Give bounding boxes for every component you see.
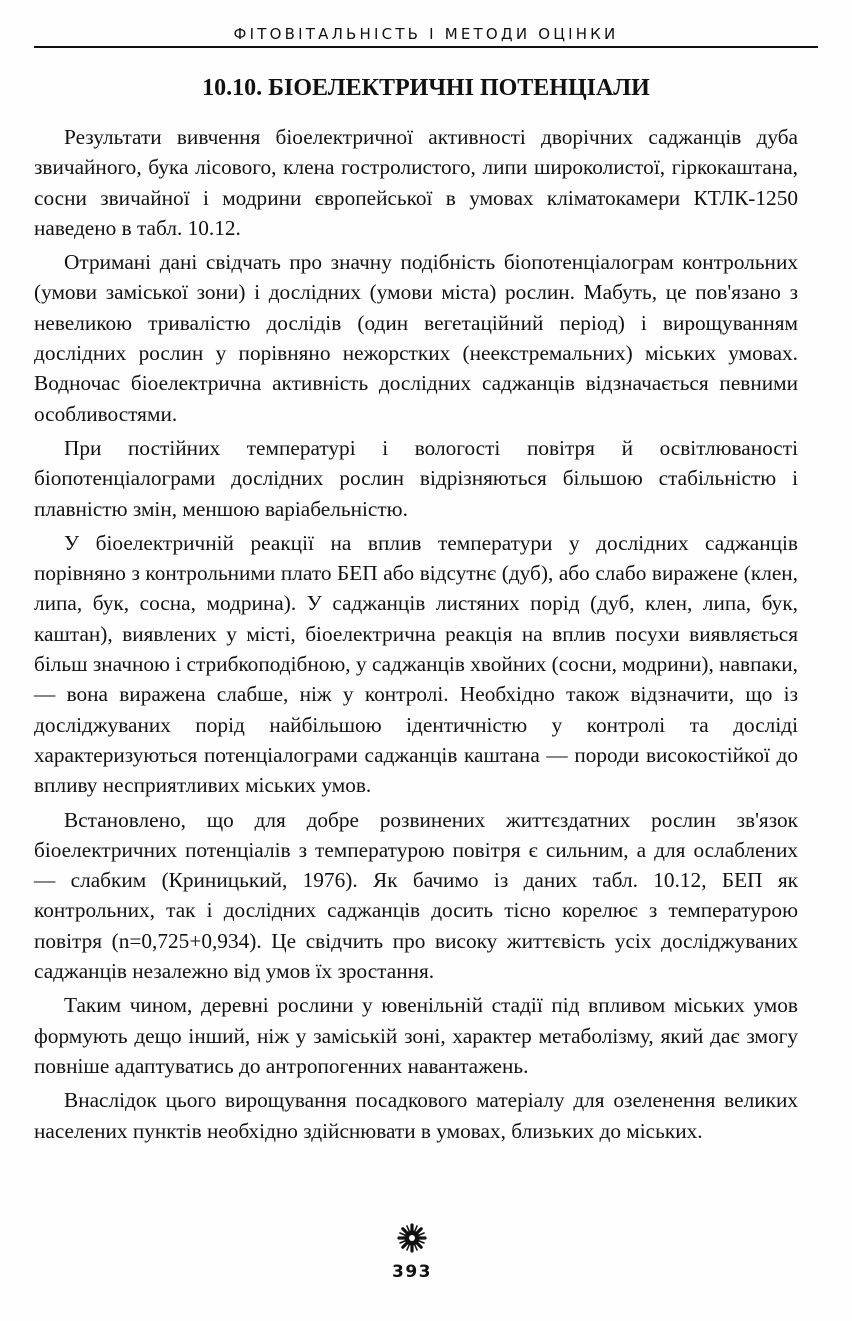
body-text — [34, 122, 798, 1150]
header-rule — [34, 46, 818, 48]
paragraph-6: Таким чином, деревні рослини у ювенільній стадії під впливом міських умов формують дещо інший, ніж у заміській зоні, характер метаболізму, який дає змогу повніше адаптуватись до антропогенних навантажень. — [34, 993, 798, 1078]
floral-ornament-icon — [396, 1222, 428, 1254]
paragraph-2: Отримані дані свідчать про значну подібність біопотенціалограм контрольних (умови заміської зони) і дослідних (умови міста) рослин. Мабуть, це пов'язано з невеликою тривалістю дослідів (один вегетаційний період) і вирощуванням дослідних рослин у порівняно нежорстких (неекстремальних) міських умовах. Водночас біоелектрична активність дослідних саджанців відзначається певними особливостями. — [34, 250, 798, 426]
running-header: ФІТОВІТАЛЬНІСТЬ І МЕТОДИ ОЦІНКИ — [233, 25, 619, 43]
section-title: 10.10. БІОЕЛЕКТРИЧНІ ПОТЕНЦІАЛИ — [202, 75, 650, 101]
paragraph-1: Результати вивчення біоелектричної активності дворічних саджанців дуба звичайного, бука лісового, клена гостролистого, липи широколистої, гіркокаштана, сосни звичайної і модрини європейської в умовах кліматокамери КТЛК-1250 наведено в табл. 10.12. — [34, 125, 798, 240]
paragraph-3: При постійних температурі і вологості повітря й освітлюваності біопотенціалограми дослідних рослин відрізняються більшою стабільністю і плавністю змін, меншою варіабельністю. — [34, 435, 798, 521]
page-number: 393 — [392, 1262, 432, 1282]
paragraph-7: Внаслідок цього вирощування посадкового матеріалу для озеленення великих населених пунктів необхідно здійснювати в умовах, близьких до міських. — [34, 1088, 798, 1143]
paragraph-5: Встановлено, що для добре розвинених життєздатних рослин зв'язок біоелектричних потенціалів з температурою повітря є сильним, а для ослаблених — слабким (Криницький, 1976). Як бачимо із даних табл. 10.12, БЕП як контрольних, так і дослідних саджанців досить тісно корелює з температурою повітря (n=0,725+0,934). Це свідчить про високу життєвість усіх досліджуваних саджанців незалежно від умов їх зростання. — [34, 807, 798, 984]
paragraph-4: У біоелектричній реакції на вплив температури у дослідних саджанців порівняно з контрольними плато БЕП або відсутнє (дуб), або слабо виражене (клен, липа, бук, сосна, модрина). У саджанців листяних порід (дуб, клен, липа, бук, каштан), виявлених у місті, біоелектрична реакція на вплив посухи виявляється більш значною і стрибкоподібною, у саджанців хвойних (сосни, модрини), навпаки, — вона виражена слабше, ніж у контролі. Необхідно також відзначити, що із досліджуваних порід найбільшою ідентичністю у контролі та досліді характеризуються потенціалограми саджанців каштана — породи високостійкої до впливу несприятливих міських умов. — [34, 530, 798, 798]
